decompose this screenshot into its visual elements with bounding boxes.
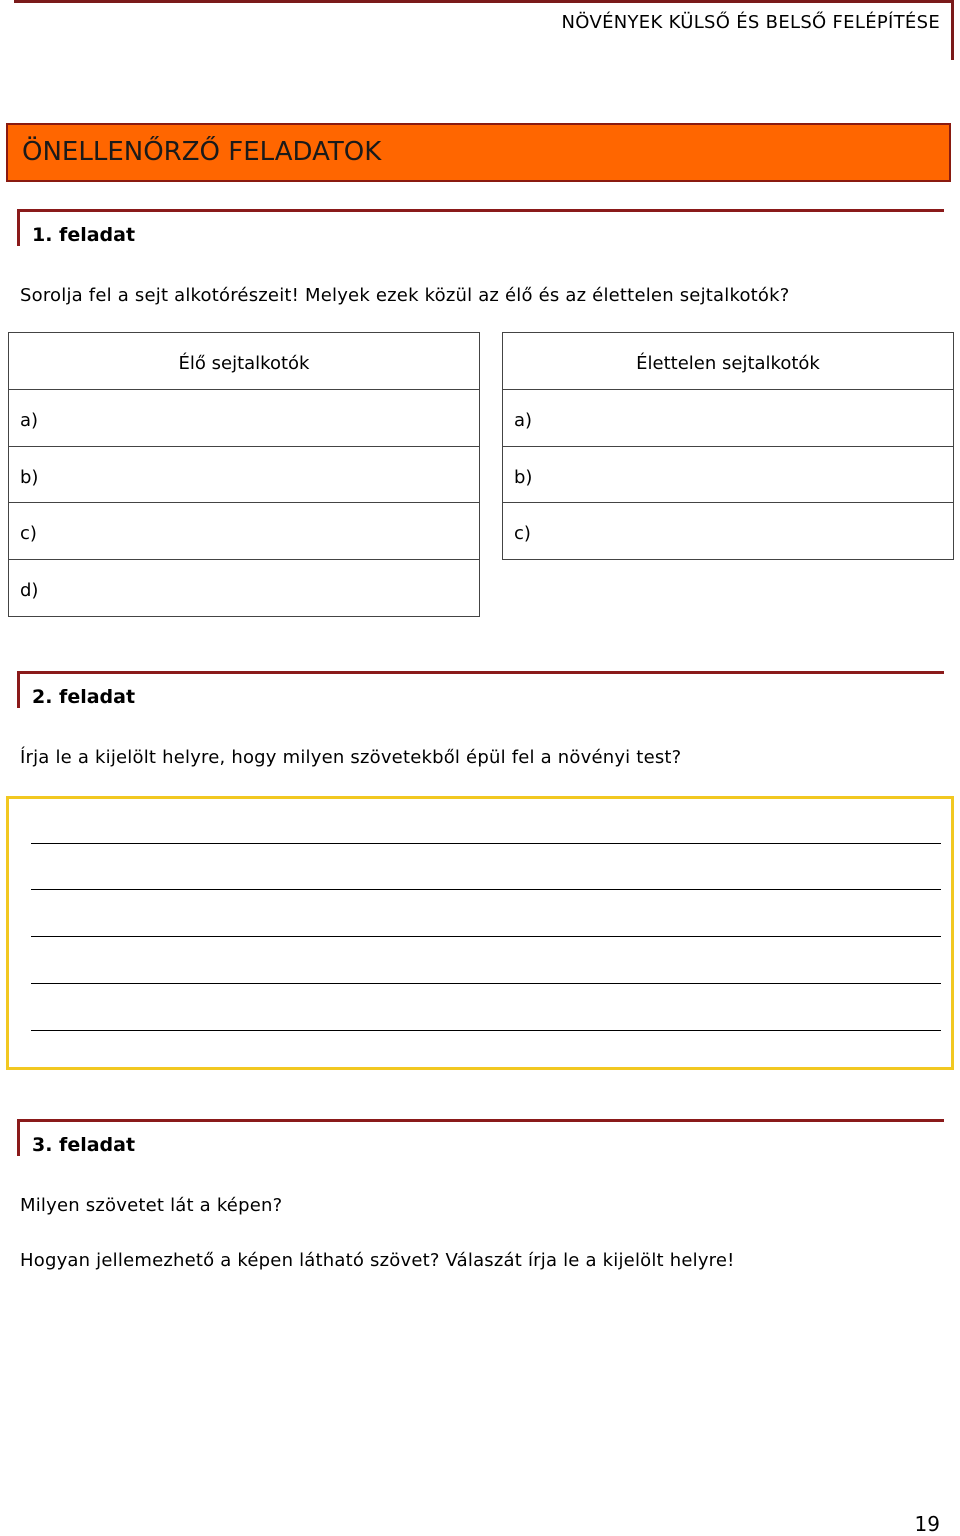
task2-prompt: Írja le a kijelölt helyre, hogy milyen szövetekből épül fel a növényi test? (20, 747, 682, 768)
nonliving-row[interactable] (502, 389, 954, 447)
task3-title: 3. feladat (32, 1134, 136, 1156)
living-row[interactable] (8, 559, 480, 617)
nonliving-row-label: a) (514, 410, 533, 431)
running-header: NÖVÉNYEK KÜLSŐ ÉS BELSŐ FELÉPÍTÉSE (561, 12, 940, 33)
task2-title: 2. feladat (32, 686, 136, 708)
banner-title: ÖNELLENŐRZŐ FELADATOK (22, 137, 382, 167)
living-row-label: b) (20, 467, 39, 488)
nonliving-row[interactable] (502, 502, 954, 560)
header-rule-vertical (951, 0, 954, 60)
task3-question-1: Milyen szövetet lát a képen? (20, 1195, 283, 1216)
nonliving-row-label: c) (514, 523, 531, 544)
section-banner (6, 123, 951, 182)
task1-rule (17, 209, 944, 212)
task1-rule-vertical (17, 209, 20, 246)
living-row[interactable] (8, 502, 480, 560)
nonliving-table-header (502, 332, 954, 390)
nonliving-row-label: b) (514, 467, 533, 488)
answer-line[interactable] (31, 983, 941, 984)
living-row-label: c) (20, 523, 37, 544)
living-row[interactable] (8, 446, 480, 503)
task1-title: 1. feladat (32, 224, 136, 246)
answer-box[interactable] (6, 796, 954, 1070)
page-number: 19 (914, 1512, 940, 1536)
answer-line[interactable] (31, 843, 941, 844)
living-row-label: a) (20, 410, 39, 431)
nonliving-header-label: Élettelen sejtalkotók (636, 353, 820, 374)
task3-rule-vertical (17, 1119, 20, 1156)
task3-question-2: Hogyan jellemezhető a képen látható szövet? Válaszát írja le a kijelölt helyre! (20, 1250, 735, 1271)
task3-rule (17, 1119, 944, 1122)
task2-rule-vertical (17, 671, 20, 708)
header-rule (14, 0, 954, 3)
living-row-label: d) (20, 580, 39, 601)
living-row[interactable] (8, 389, 480, 447)
task1-prompt: Sorolja fel a sejt alkotórészeit! Melyek ezek közül az élő és az élettelen sejtalkotók? (20, 285, 790, 306)
nonliving-row[interactable] (502, 446, 954, 503)
living-table-header (8, 332, 480, 390)
living-header-label: Élő sejtalkotók (178, 353, 310, 374)
answer-line[interactable] (31, 936, 941, 937)
answer-line[interactable] (31, 889, 941, 890)
answer-line[interactable] (31, 1030, 941, 1031)
task2-rule (17, 671, 944, 674)
